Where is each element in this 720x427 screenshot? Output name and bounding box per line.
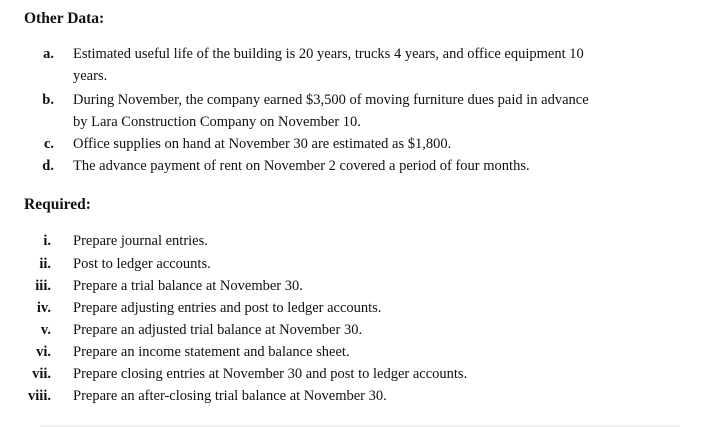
list-marker: ii. xyxy=(39,256,51,272)
list-marker: iii. xyxy=(35,278,51,294)
list-item-text: years. xyxy=(73,68,108,84)
other-data-heading: Other Data: xyxy=(24,10,105,27)
list-marker: vii. xyxy=(32,366,51,382)
list-item-text: Prepare an after-closing trial balance at November 30. xyxy=(73,388,387,404)
list-marker: vi. xyxy=(36,344,51,360)
list-marker: d. xyxy=(42,158,54,174)
list-item-text: Prepare journal entries. xyxy=(73,233,208,249)
list-item-text: Post to ledger accounts. xyxy=(73,256,211,272)
list-item-text: Prepare an adjusted trial balance at November 30. xyxy=(73,322,363,338)
list-marker: i. xyxy=(43,233,51,249)
list-marker: viii. xyxy=(28,388,51,404)
list-marker: c. xyxy=(43,136,54,152)
list-item-text: Prepare an income statement and balance sheet. xyxy=(73,344,350,360)
list-item-text: The advance payment of rent on November 2 covered a period of four months. xyxy=(73,158,530,174)
list-item-text: by Lara Construction Company on November 10. xyxy=(73,114,361,130)
list-item-text: Prepare closing entries at November 30 and post to ledger accounts. xyxy=(73,366,468,382)
required-heading: Required: xyxy=(24,196,91,213)
list-item-text: Estimated useful life of the building is 20 years, trucks 4 years, and office equipment 10 xyxy=(73,46,584,62)
list-item-text: Office supplies on hand at November 30 are estimated as $1,800. xyxy=(73,136,452,152)
list-marker: b. xyxy=(42,92,54,108)
list-item-text: Prepare a trial balance at November 30. xyxy=(73,278,303,294)
list-marker: a. xyxy=(43,46,54,62)
list-item-text: During November, the company earned $3,500 of moving furniture dues paid in advance xyxy=(73,92,589,108)
list-item-text: Prepare adjusting entries and post to ledger accounts. xyxy=(73,300,382,316)
list-marker: iv. xyxy=(36,300,51,316)
list-marker: v. xyxy=(40,322,51,338)
